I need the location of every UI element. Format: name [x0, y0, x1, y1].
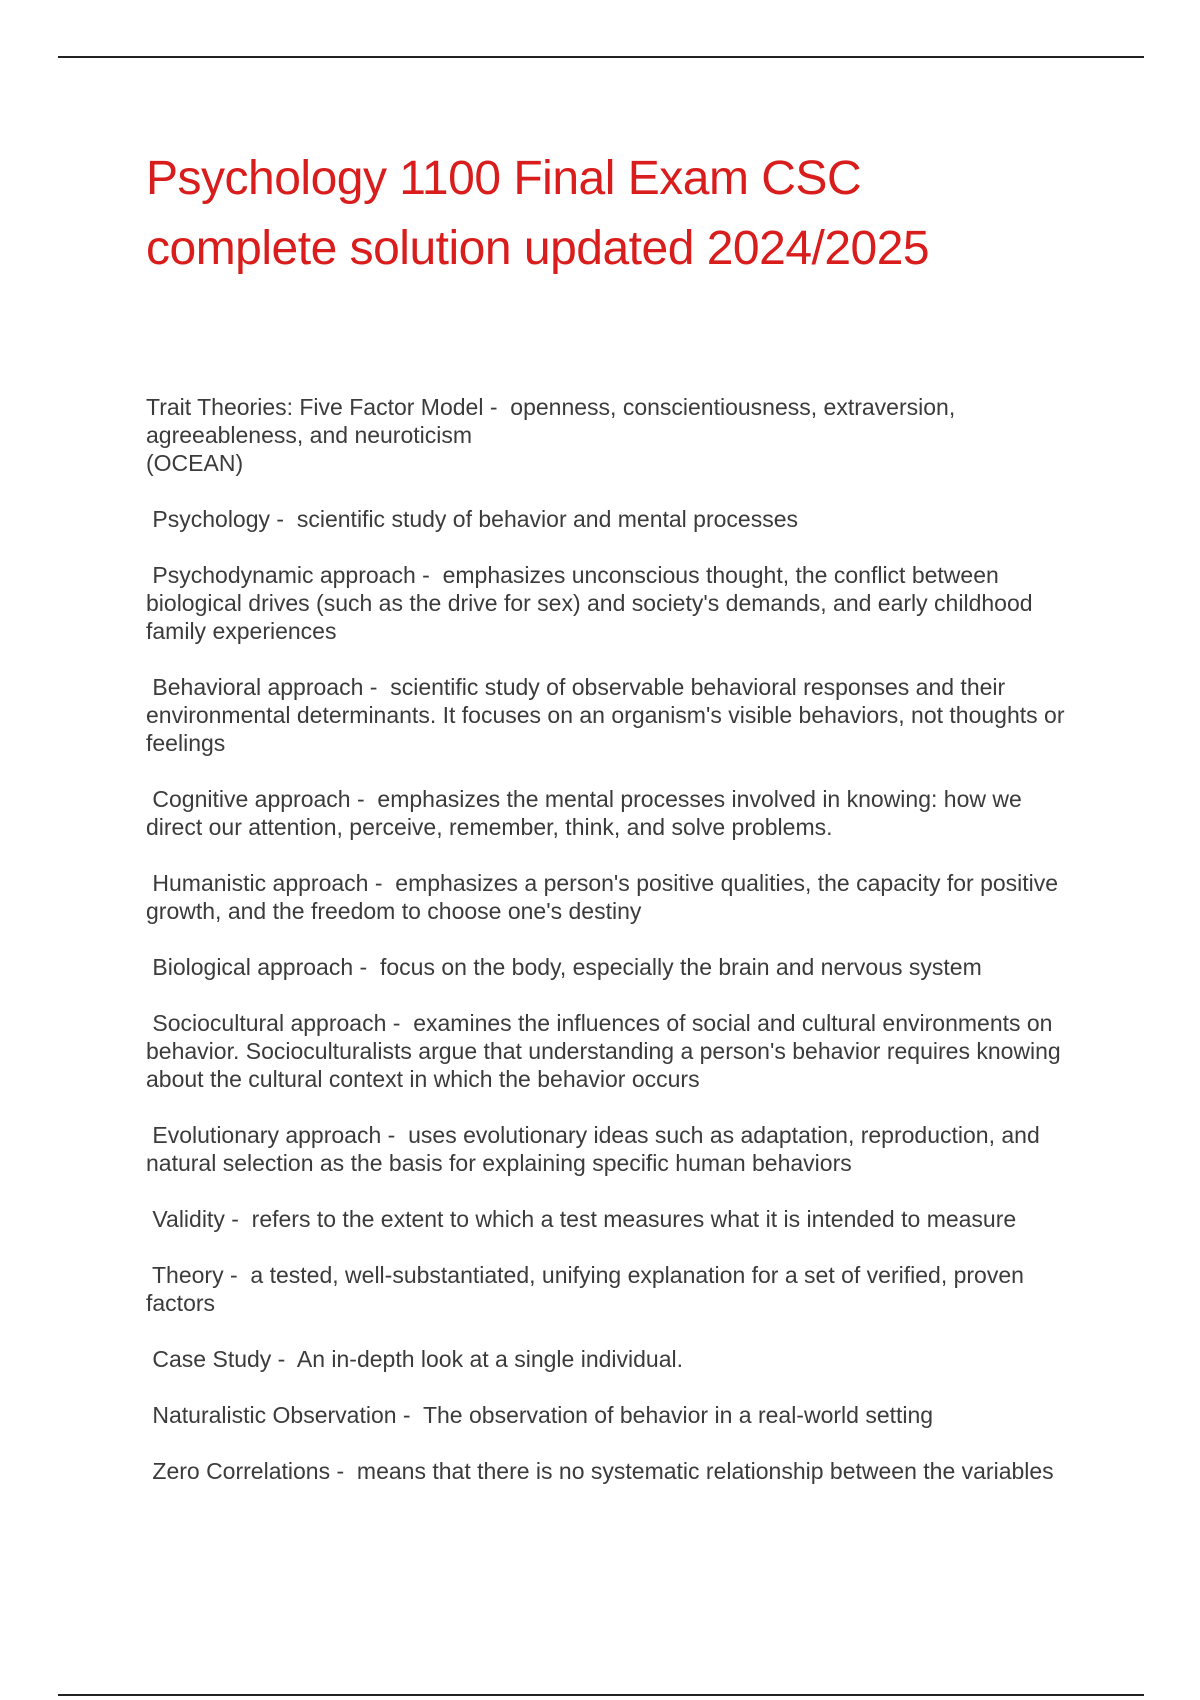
entry-separator: - — [353, 954, 380, 980]
entry-definition: scientific study of observable behavioral responses and their environmental determinants. It focuses on an organism's visible behaviors, not thoughts or feelings — [146, 674, 1071, 756]
entry-definition: The observation of behavior in a real-world setting — [422, 1402, 934, 1428]
entry-term: Validity — [152, 1206, 225, 1232]
list-item — [146, 1261, 1066, 1317]
entry-term: Zero Correlations — [152, 1458, 331, 1484]
top-divider — [58, 56, 1144, 58]
entry-definition: examines the influences of social and cultural environments on behavior. Socioculturalists argue that understanding a person's behavior requires knowing about the cultural context in which the behavior occurs — [146, 1010, 1068, 1092]
entry-term: Case Study — [152, 1346, 272, 1372]
entry-term: Sociocultural approach — [152, 1010, 387, 1036]
entry-separator: - — [415, 562, 443, 588]
entry-definition: uses evolutionary ideas such as adaptation, reproduction, and natural selection as the basis for explaining specific human behaviors — [146, 1122, 1047, 1176]
entry-term: Humanistic approach — [152, 870, 369, 896]
entry-separator: - — [368, 870, 396, 896]
entry-term: Naturalistic Observation — [152, 1402, 397, 1428]
list-item — [146, 505, 1066, 533]
entry-definition: refers to the extent to which a test measures what it is intended to measure — [251, 1206, 1017, 1232]
entry-definition: scientific study of behavior and mental processes — [296, 506, 799, 532]
list-item — [146, 1345, 1066, 1373]
title-line-2: complete solution updated 2024/2025 — [146, 222, 930, 275]
list-item — [146, 393, 1066, 477]
flashcard-list — [146, 393, 1071, 1513]
entry-term: Psychodynamic approach — [152, 562, 416, 588]
entry-separator: - — [271, 1346, 297, 1372]
list-item — [146, 561, 1066, 645]
bottom-divider — [58, 1694, 1144, 1696]
entry-definition: An in-depth look at a single individual. — [296, 1346, 683, 1372]
entry-definition: means that there is no systematic relationship between the variables — [356, 1458, 1054, 1484]
entry-definition: emphasizes unconscious thought, the conflict between biological drives (such as the drive for sex) and society's demands, and early childhood family experiences — [146, 562, 1039, 644]
entry-separator: - — [223, 1262, 251, 1288]
entry-definition: emphasizes a person's positive qualities, the capacity for positive growth, and the freedom to choose one's destiny — [146, 870, 1065, 924]
title-line-1: Psychology 1100 Final Exam CSC — [146, 152, 862, 205]
entry-separator: - — [270, 506, 297, 532]
list-item — [146, 673, 1071, 757]
entry-term: Theory — [151, 1262, 224, 1288]
entry-separator: - — [386, 1010, 414, 1036]
entry-definition: a tested, well-substantiated, unifying explanation for a set of verified, proven factors — [146, 1262, 1031, 1316]
list-item — [146, 1121, 1066, 1177]
list-item — [146, 785, 1066, 841]
entry-term: Cognitive approach — [152, 786, 351, 812]
entry-separator: - — [381, 1122, 409, 1148]
list-item — [146, 953, 1066, 981]
document-title — [146, 144, 1106, 284]
list-item — [146, 1457, 1066, 1485]
entry-term: Behavioral approach — [152, 674, 364, 700]
entry-separator: - — [396, 1402, 423, 1428]
entry-separator: - — [330, 1458, 357, 1484]
entry-separator: - — [483, 394, 511, 420]
entry-definition: focus on the body, especially the brain and nervous system — [379, 954, 982, 980]
entry-definition: openness, conscientiousness, extraversion, agreeableness, and neuroticism (OCEAN) — [146, 394, 956, 476]
list-item — [146, 1401, 1066, 1429]
entry-definition: emphasizes the mental processes involved in knowing: how we direct our attention, perceive, remember, think, and solve problems. — [146, 786, 1029, 840]
list-item — [146, 869, 1066, 925]
entry-term: Trait Theories: Five Factor Model — [146, 394, 484, 420]
list-item — [146, 1009, 1066, 1093]
entry-separator: - — [350, 786, 378, 812]
entry-separator: - — [363, 674, 391, 700]
entry-term: Psychology — [152, 506, 271, 532]
entry-separator: - — [224, 1206, 252, 1232]
entry-term: Biological approach — [152, 954, 354, 980]
list-item — [146, 1205, 1066, 1233]
entry-term: Evolutionary approach — [152, 1122, 382, 1148]
